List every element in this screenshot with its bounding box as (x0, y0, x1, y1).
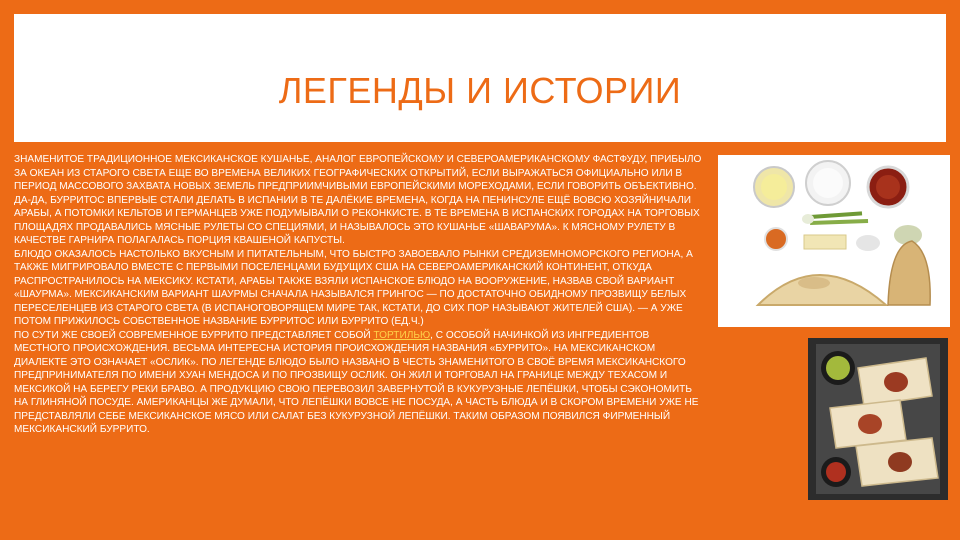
paragraph-3-start: ПО СУТИ ЖЕ СВОЕЙ СОВРЕМЕННОЕ БУРРИТО ПРЕДСТАВЛЯЕТ СОБОЙ (14, 329, 374, 341)
paragraph-3-end: , С ОСОБОЙ НАЧИНКОЙ ИЗ ИНГРЕДИЕНТОВ МЕСТНОГО ПРОИСХОЖДЕНИЯ. ВЕСЬМА ИНТЕРЕСНА ИСТОРИЯ ПРОИСХОЖДЕНИЯ НАЗВАНИЯ «БУРРИТО». НА МЕКСИКАНСКОМ ДИАЛЕКТЕ ЭТО ОЗНАЧАЕТ «ОСЛИК». ПО ЛЕГЕНДЕ БЛЮДО БЫЛО НАЗВАНО В ЧЕСТЬ ЗНАМЕНИТОГО В СВОЁ ВРЕМЯ МЕКСИКАНСКОГО ПРЕДПРИНИМАТЕЛЯ ПО ИМЕНИ ХУАН МЕНДОСА И ПО ПРОЗВИЩУ ОСЛИК. ОН ЖИЛ И ТОРГОВАЛ НА ГРАНИЦЕ МЕЖДУ ТЕХАСОМ И МЕКСИКОЙ НА БЕРЕГУ РЕКИ БРАВО. А ПРОДУКЦИЮ СВОЮ ПЕРЕВОЗИЛ ЗАВЕРНУТОЙ В КУКУРУЗНЫЕ ЛЕПЁШКИ, ЧТОБЫ СЭКОНОМИТЬ НА ГЛИНЯНОЙ ПОСУДЕ. АМЕРИКАНЦЫ ЖЕ ДУМАЛИ, ЧТО ЛЕПЁШКИ ВОВСЕ НЕ ПОСУДА, А ЧАСТЬ БЛЮДА И В СКОРОМ ВРЕМЕНИ УЖЕ НЕ ПРЕДСТАВЛЯЛИ СЕБЕ МЕКСИКАНСКОЕ МЯСО ИЛИ САЛАТ БЕЗ КУКУРУЗНОЙ ЛЕПЁШКИ. ТАКИМ ОБРАЗОМ ПОЯВИЛСЯ ФИРМЕННЫЙ МЕКСИКАНСКИЙ БУРРИТО. (14, 329, 699, 435)
title-panel (14, 14, 946, 142)
burritos-on-tray-photo (808, 338, 948, 500)
body-text (14, 153, 708, 437)
paragraph-3 (14, 329, 708, 437)
paragraph-2: БЛЮДО ОКАЗАЛОСЬ НАСТОЛЬКО ВКУСНЫМ И ПИТАТЕЛЬНЫМ, ЧТО БЫСТРО ЗАВОЕВАЛО РЫНКИ СРЕДИЗЕМНОМОРСКОГО РЕГИОНА, А ТАКЖЕ МИГРИРОВАЛО ВМЕСТЕ С ПЕРВЫМИ ПОСЕЛЕНЦАМИ БУДУЩИХ США НА СЕВЕРОАМЕРИКАНСКИЙ КОНТИНЕНТ, ОТКУДА РАСПРОСТРАНИЛОСЬ НА МЕКСИКУ. КСТАТИ, АРАБЫ ТАКЖЕ ВЗЯЛИ ИСПАНСКОЕ БЛЮДО НА ВООРУЖЕНИЕ, НАЗВАВ СВОЙ ВАРИАНТ «ШАУРМА». МЕКСИКАНСКИМ ВАРИАНТ ШАУРМЫ СНАЧАЛА НАЗЫВАЛСЯ ГРИНГОС — ПО ДОСТАТОЧНО ОБИДНОМУ ПРОЗВИЩУ БЕЛЫХ ПЕРЕСЕЛЕНЦЕВ ИЗ СТАРОГО СВЕТА (В ИСПАНОГОВОРЯЩЕМ МИРЕ ТАК, КСТАТИ, ДО СИХ ПОР НАЗЫВАЮТ ЖИТЕЛЕЙ США). — А УЖЕ ПОТОМ ПРИЖИЛОСЬ СОБСТВЕННОЕ НАЗВАНИЕ БУРРИТОС ИЛИ БУРРИТО (ЕД.Ч.) (14, 248, 693, 327)
tortilla-link[interactable]: ТОРТИЛЬЮ (373, 329, 431, 341)
slide-title: ЛЕГЕНДЫ И ИСТОРИИ (278, 70, 682, 111)
burrito-ingredients-photo (718, 155, 950, 327)
paragraph-1: ЗНАМЕНИТОЕ ТРАДИЦИОННОЕ МЕКСИКАНСКОЕ КУШАНЬЕ, АНАЛОГ ЕВРОПЕЙСКОМУ И СЕВЕРОАМЕРИКАНСКОМУ ФАСТФУДУ, ПРИБЫЛО ЗА ОКЕАН ИЗ СТАРОГО СВЕТА ЕЩЕ ВО ВРЕМЕНА ВЕЛИКИХ ГЕОГРАФИЧЕСКИХ ОТКРЫТИЙ, ЕСЛИ ВЫРАЖАТЬСЯ ОФИЦИАЛЬНО ИЛИ В ПЕРИОД МАССОВОГО ЗАХВАТА НОВЫХ ЗЕМЕЛЬ ПРЕДПРИИМЧИВЫМИ ЕВРОПЕЙСКИМИ МОРЕХОДАМИ, ЕСЛИ ГОВОРИТЬ ОБЪЕКТИВНО. ДА-ДА, БУРРИТОС ВПЕРВЫЕ СТАЛИ ДЕЛАТЬ В ИСПАНИИ В ТЕ ДАЛЁКИЕ ВРЕМЕНА, КОГДА НА ПЕНИНСУЛЕ ЕЩЁ ВОВСЮ ХОЗЯЙНИЧАЛИ АРАБЫ, А ПОТОМКИ КЕЛЬТОВ И ГЕРМАНЦЕВ УЖЕ ПОДУМЫВАЛИ О РЕКОНКИСТЕ. В ТЕ ВРЕМЕНА В ИСПАНСКИХ ГОРОДАХ НА ТОРГОВЫХ ПЛОЩАДЯХ ПРОДАВАЛИСЬ МЯСНЫЕ РУЛЕТЫ СО СПЕЦИЯМИ, И НАЗЫВАЛОСЬ ЭТО КУШАНЬЕ «ШАВАРУМА». К МЯСНОМУ РУЛЕТУ В КАЧЕСТВЕ ГАРНИРА ПОЛАГАЛАСЬ ПОРЦИЯ КВАШЕНОЙ КАПУСТЫ. (14, 154, 702, 246)
